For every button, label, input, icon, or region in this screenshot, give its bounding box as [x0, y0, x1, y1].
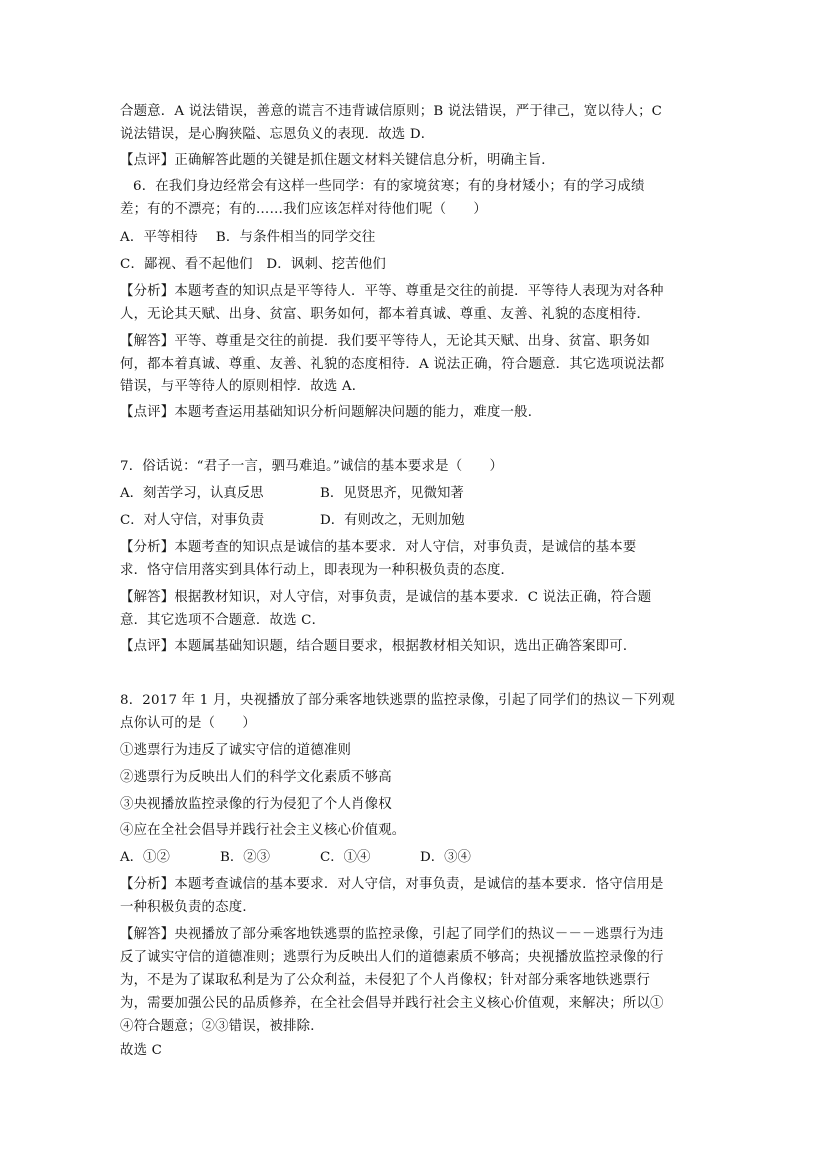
q7-stem: 7．俗话说：“君子一言，驷马难追。”诚信的基本要求是（ ）: [120, 459, 504, 474]
q6-options-ab: A．平等相待 B．与条件相当的同学交往: [120, 230, 376, 245]
q6-stem-line-2: 差；有的不漂亮；有的……我们应该怎样对待他们呢（ ）: [120, 202, 487, 217]
q8-option-a: A．①②: [120, 850, 170, 865]
q7-answer-line-2: 意．其它选项不合题意．故选 C．: [120, 613, 326, 628]
q8-answer-line-2: 反了诚实守信的道德准则；逃票行为反映出人们的道德素质不够高；央视播放监控录像的行: [120, 950, 664, 965]
q6-comment: 【点评】本题考查运用基础知识分析问题解决问题的能力，难度一般．: [120, 405, 542, 420]
q8-statement-1: ①逃票行为违反了诚实守信的道德准则: [120, 743, 352, 758]
q7-analysis-line-1: 【分析】本题考查的知识点是诚信的基本要求．对人守信，对事负责，是诚信的基本要: [120, 540, 637, 555]
q8-statement-2: ②逃票行为反映出人们的科学文化素质不够高: [120, 770, 392, 785]
q6-answer-line-1: 【解答】平等、尊重是交往的前提．我们要平等待人，无论其天赋、出身、贫富、职务如: [120, 334, 651, 349]
q8-statement-3: ③央视播放监控录像的行为侵犯了个人肖像权: [120, 797, 392, 812]
q5-solution-line-2: 说法错误，是心胸狭隘、忘恩负义的表现．故选 D．: [120, 127, 435, 142]
q7-answer-line-1: 【解答】根据教材知识，对人守信，对事负责，是诚信的基本要求．C 说法正确，符合题: [120, 590, 652, 605]
q5-solution-line-1: 合题意．A 说法错误，善意的谎言不违背诚信原则；B 说法错误，严于律己，宽以待人；C: [120, 104, 663, 119]
q8-option-d: D．③④: [420, 850, 471, 865]
q7-option-b: B．见贤思齐，见微知著: [320, 486, 464, 501]
q6-analysis-line-1: 【分析】本题考查的知识点是平等待人．平等、尊重是交往的前提．平等待人表现为对各种: [120, 284, 664, 299]
q7-option-d: D．有则改之，无则加勉: [320, 513, 465, 528]
q6-analysis-line-2: 人，无论其天赋、出身、贫富、职务如何，都本着真诚、尊重、友善、礼貌的态度相待．: [120, 307, 651, 322]
q8-analysis-line-2: 一种积极负责的态度．: [120, 900, 256, 915]
q8-stem-line-2: 点你认可的是（ ）: [120, 716, 256, 731]
q7-analysis-line-2: 求．恪守信用落实到具体行动上，即表现为一种积极负责的态度．: [120, 563, 515, 578]
q7-option-c: C．对人守信，对事负责: [120, 513, 265, 528]
q8-answer-line-4: 为，需要加强公民的品质修养，在全社会倡导并践行社会主义核心价值观，来解决；所以①: [120, 996, 664, 1011]
q8-option-b: B．②③: [220, 850, 271, 865]
q6-answer-line-2: 何，都本着真诚、尊重、友善、礼貌的态度相待．A 说法正确，符合题意．其它选项说法都: [120, 357, 665, 372]
q8-answer-line-5: ④符合题意；②③错误，被排除．: [120, 1019, 324, 1034]
q6-options-cd: C．鄙视、看不起他们 D．讽刺、挖苦他们: [120, 257, 387, 272]
q7-option-a: A．刻苦学习，认真反思: [120, 486, 264, 501]
q8-answer-line-1: 【解答】央视播放了部分乘客地铁逃票的监控录像，引起了同学们的热议－－－逃票行为违: [120, 927, 664, 942]
q6-answer-line-3: 错误，与平等待人的原则相悖．故选 A．: [120, 379, 366, 394]
q8-option-c: C．①④: [320, 850, 371, 865]
q8-analysis-line-1: 【分析】本题考查诚信的基本要求．对人守信，对事负责，是诚信的基本要求．恪守信用是: [120, 877, 664, 892]
q5-comment: 【点评】正确解答此题的关键是抓住题文材料关键信息分析，明确主旨．: [120, 153, 555, 168]
q7-comment: 【点评】本题属基础知识题，结合题目要求，根据教材相关知识，选出正确答案即可．: [120, 639, 637, 654]
q6-stem-line-1: 6．在我们身边经常会有这样一些同学：有的家境贫寒；有的身材矮小；有的学习成绩: [133, 179, 645, 194]
q8-final-answer: 故选 C: [120, 1043, 163, 1058]
q8-stem-line-1: 8．2017 年 1 月，央视播放了部分乘客地铁逃票的监控录像，引起了同学们的热议－下列观: [120, 693, 675, 708]
q8-statement-4: ④应在全社会倡导并践行社会主义核心价值观。: [120, 823, 406, 838]
q8-answer-line-3: 为，不是为了谋取私利是为了公众利益，未侵犯了个人肖像权；针对部分乘客地铁逃票行: [120, 973, 651, 988]
